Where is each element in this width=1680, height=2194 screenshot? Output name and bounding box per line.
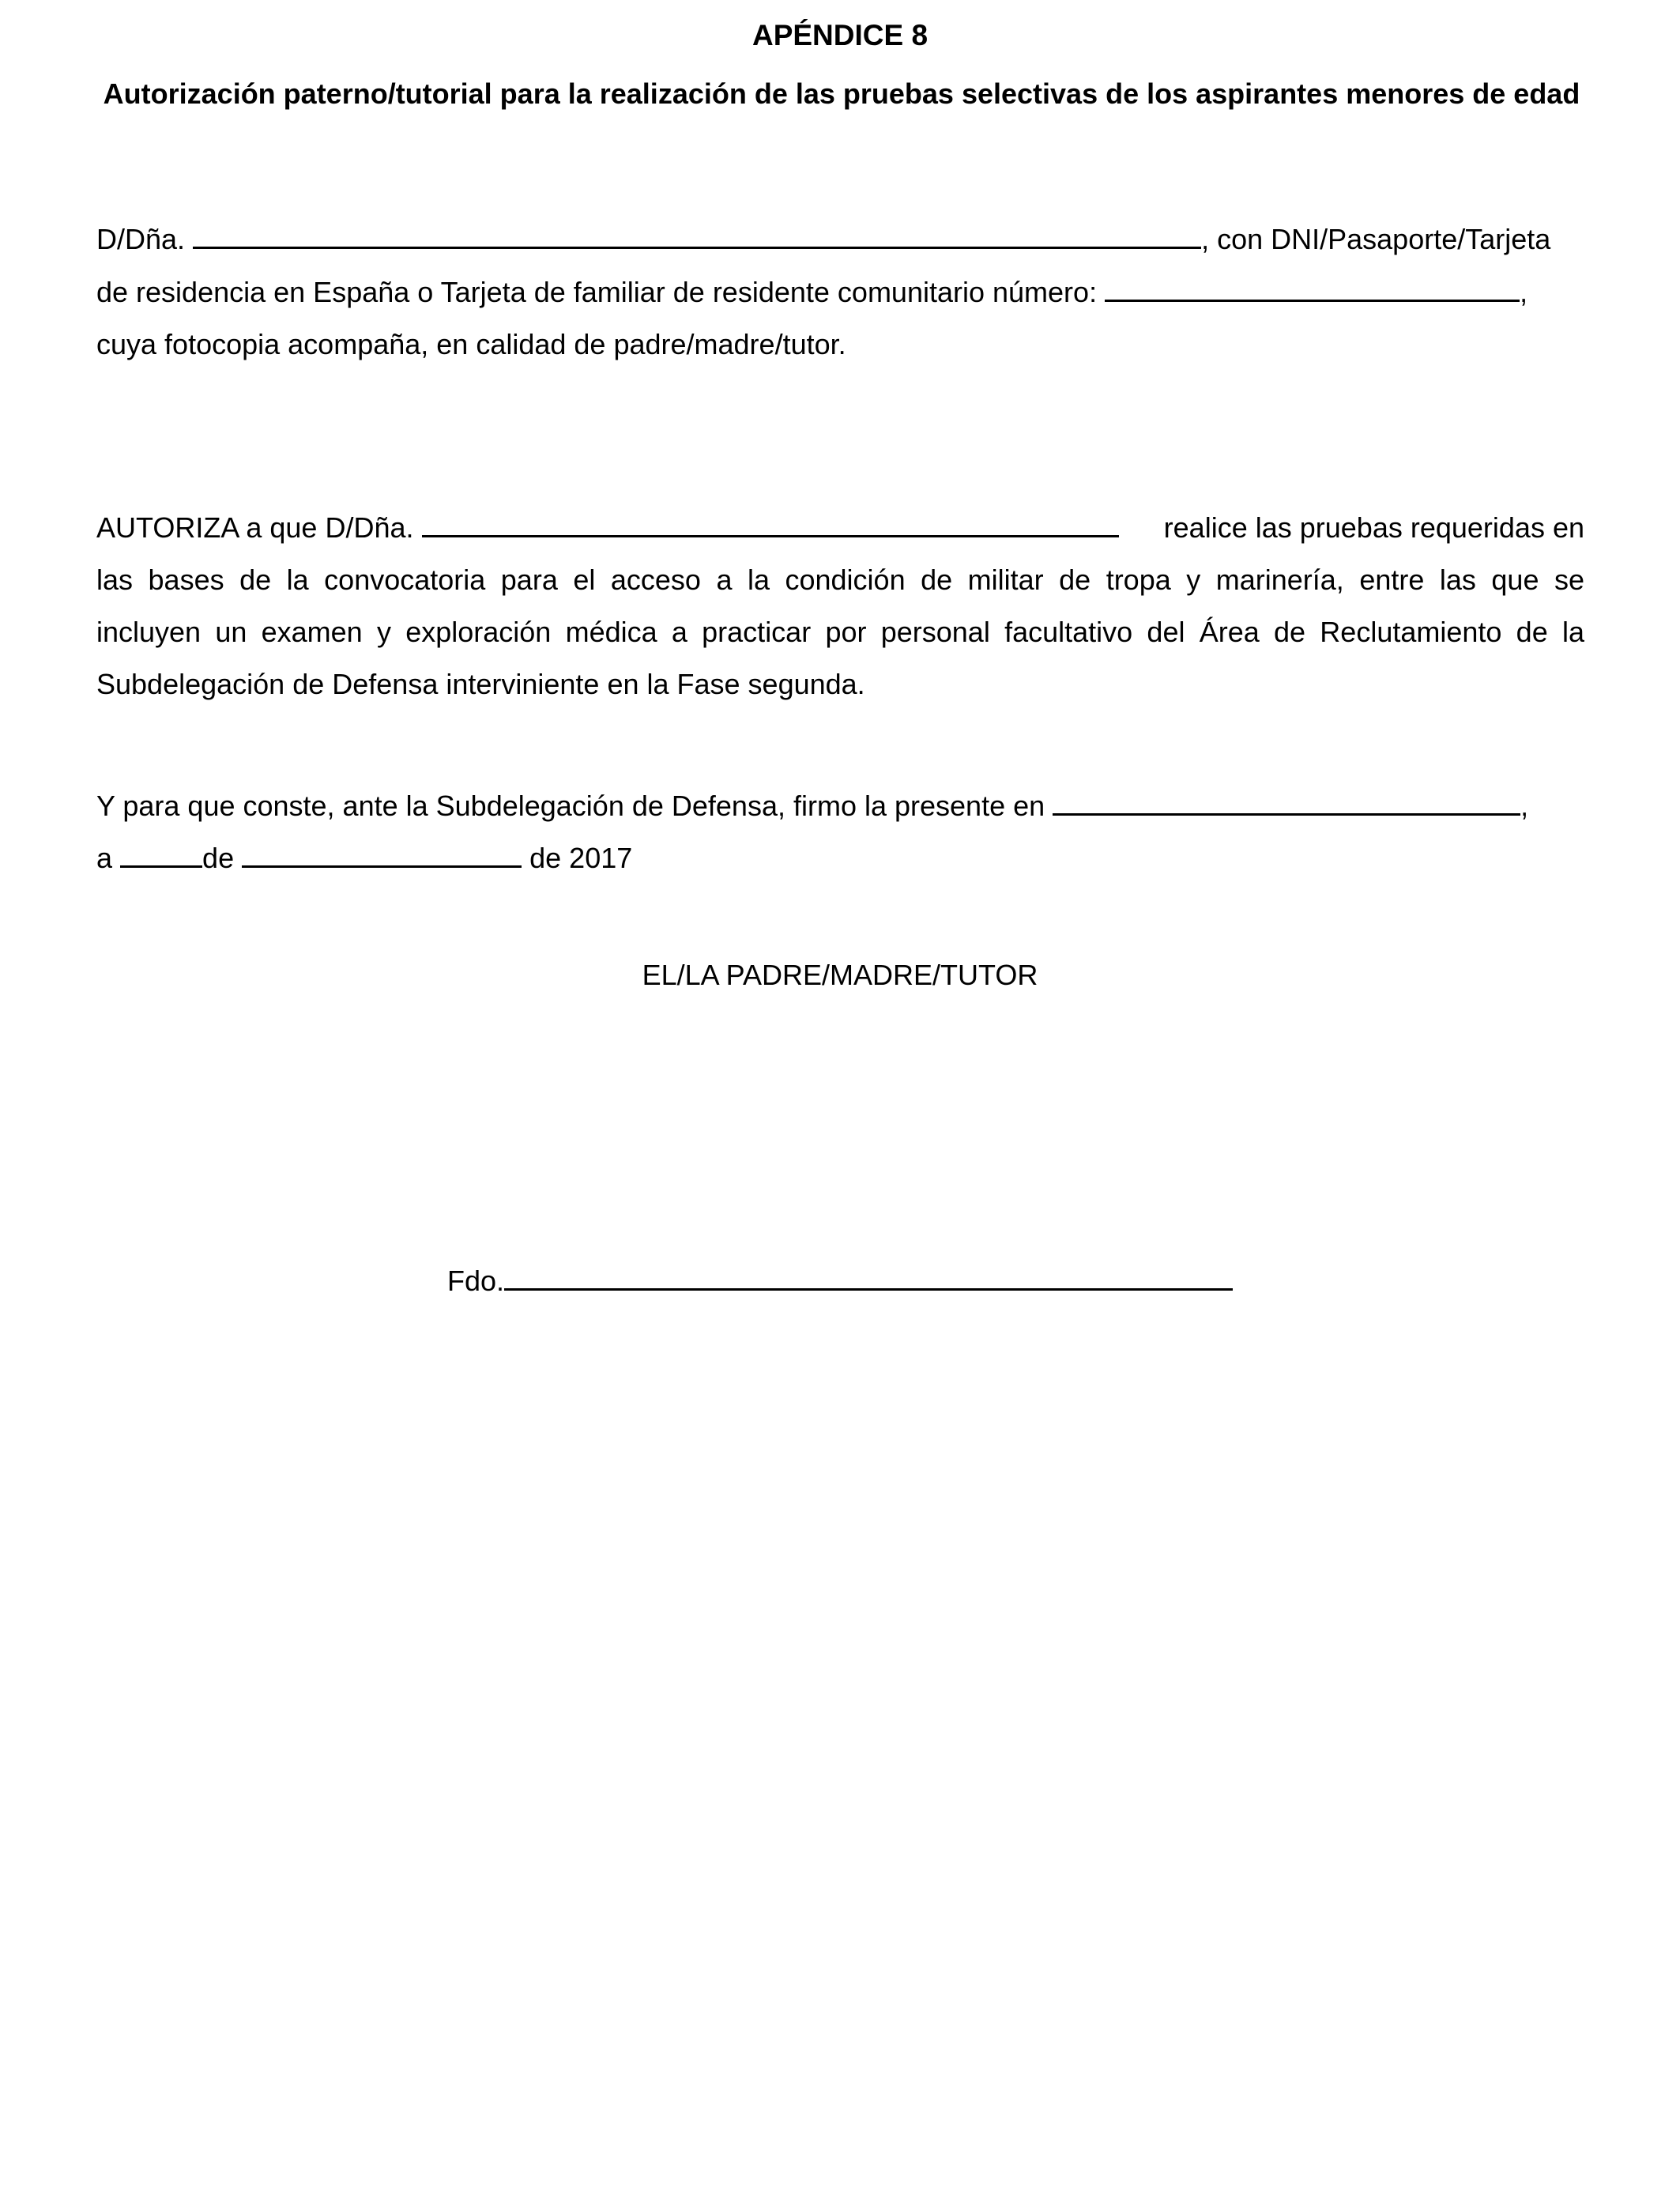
- place-blank-field[interactable]: [1053, 812, 1520, 816]
- p2-line-4-text: Subdelegación de Defensa interviniente en la Fase segunda.: [96, 668, 865, 700]
- p1-line-1: [96, 220, 1584, 259]
- p2-line-2: [96, 560, 1584, 600]
- month-blank-field[interactable]: [242, 865, 522, 868]
- signature-line: [447, 1261, 1233, 1301]
- date-prefix: a: [96, 842, 113, 874]
- p2-line-3-text: incluyen un examen y exploración médica a practicar por personal facultativo del Área de Reclutamiento de la: [96, 616, 1584, 648]
- signature-prefix: Fdo.: [447, 1265, 505, 1297]
- p3-prefix: Y para que conste, ante la Subdelegación de Defensa, firmo la presente en: [96, 790, 1045, 822]
- p2-prefix: AUTORIZA a que D/Dña.: [96, 511, 414, 544]
- document-subtitle: Autorización paterno/tutorial para la realización de las pruebas selectivas de los aspirantes menores de edad: [103, 77, 1580, 110]
- day-blank-field[interactable]: [120, 865, 202, 868]
- signature-blank-field[interactable]: [504, 1287, 1233, 1291]
- p1-residence-text: de residencia en España o Tarjeta de familiar de residente comunitario número:: [96, 276, 1098, 308]
- p1-line-3: [96, 325, 1584, 364]
- p1-comma: ,: [1520, 276, 1528, 308]
- document-title: APÉNDICE 8: [751, 19, 929, 51]
- id-number-blank-field[interactable]: [1105, 299, 1520, 302]
- p1-suffix: , con DNI/Pasaporte/Tarjeta: [1201, 223, 1551, 255]
- p3-line-2: [96, 839, 1584, 878]
- p1-line-3-text: cuya fotocopia acompaña, en calidad de padre/madre/tutor.: [96, 328, 846, 360]
- signer-label: EL/LA PADRE/MADRE/TUTOR: [642, 959, 1038, 991]
- p3-line-1: [96, 786, 1584, 826]
- p1-line-2: [96, 273, 1584, 312]
- p2-suffix: realice las pruebas requeridas en: [1163, 511, 1584, 544]
- name-blank-field[interactable]: [193, 246, 1201, 249]
- p2-line-2-text: las bases de la convocatoria para el acceso a la condición de militar de tropa y marinería, entre las que se: [96, 564, 1584, 596]
- p1-prefix: D/Dña.: [96, 223, 186, 255]
- p2-line-4: [96, 665, 1584, 704]
- p2-line-3: [96, 613, 1584, 652]
- date-year: de 2017: [529, 842, 633, 874]
- p3-comma: ,: [1520, 790, 1529, 822]
- minor-name-blank-field[interactable]: [422, 534, 1119, 537]
- p2-line-1: [96, 508, 1584, 548]
- date-de-1: de: [202, 842, 235, 874]
